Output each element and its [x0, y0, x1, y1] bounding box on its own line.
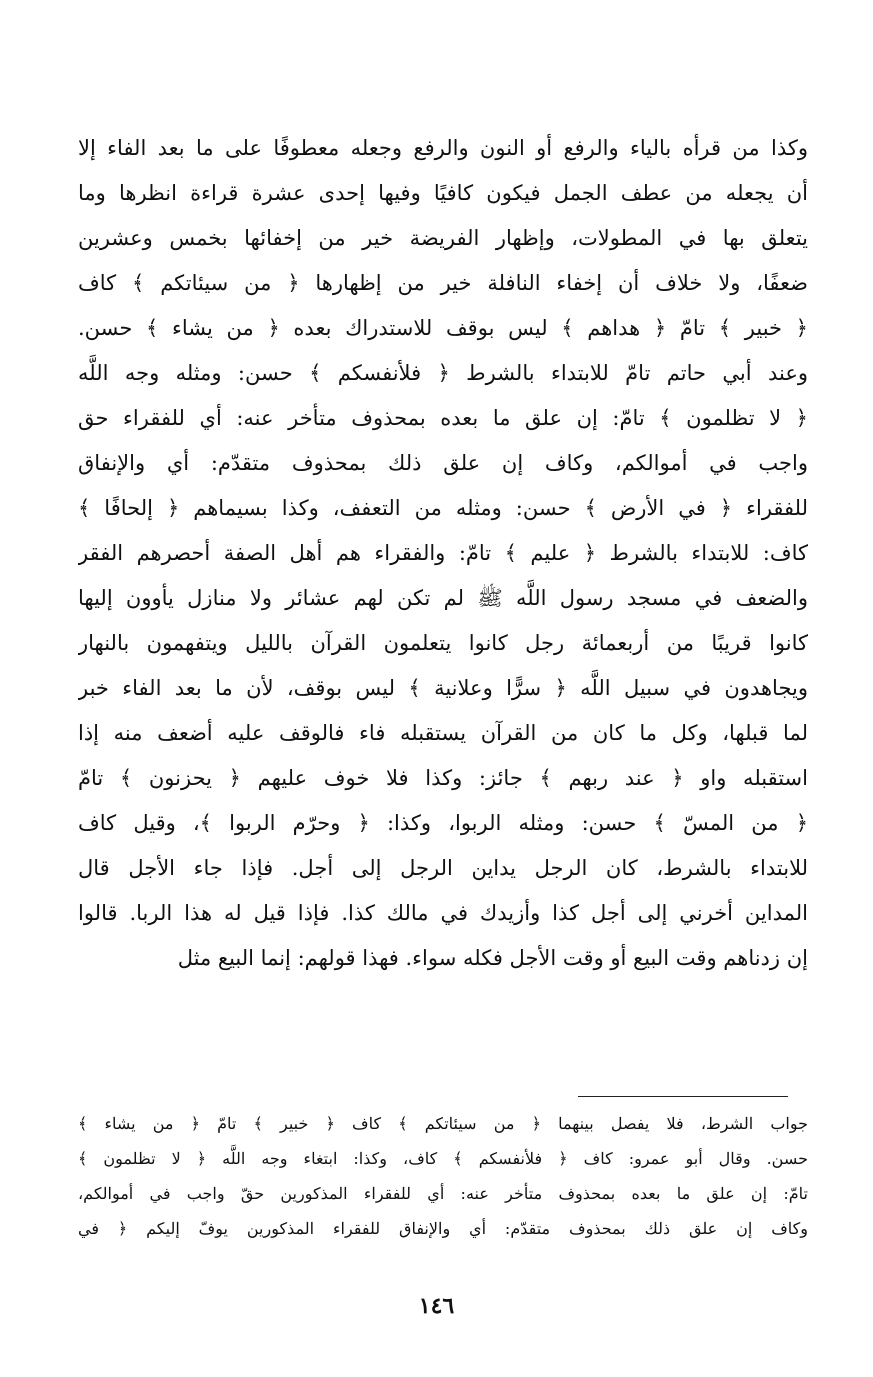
main-text — [78, 126, 808, 981]
footnotes — [78, 1106, 808, 1246]
text-line: واجب في أموالكم، وكاف إن علق ذلك بمحذوف متقدّم: أي والإنفاق — [78, 451, 808, 475]
text-line: ﴿ لا تظلمون ﴾ تامّ: إن علق ما بعده بمحذوف متأخر عنه: أي للفقراء حق — [78, 406, 808, 430]
text-line: وكذا من قرأه بالياء والرفع أو النون والرفع وجعله معطوفًا على ما بعد الفاء إلا — [78, 136, 808, 160]
text-line: لما قبلها، وكل ما كان من القرآن يستقبله فاء فالوقف عليه أضعف منه إذا — [78, 721, 808, 745]
footnote-line: وكاف إن علق ذلك بمحذوف متقدّم: أي والإنفاق للفقراء المذكورين يوفّ إليكم ﴿ في — [78, 1219, 808, 1238]
text-line: أن يجعله من عطف الجمل فيكون كافيًا وفيها إحدى عشرة قراءة انظرها وما — [78, 181, 808, 205]
text-line: والضعف في مسجد رسول اللَّه ﷺ لم تكن لهم عشائر ولا منازل يأوون إليها — [78, 586, 808, 610]
text-line: ويجاهدون في سبيل اللَّه ﴿ سرًّا وعلانية ﴾ ليس بوقف، لأن ما بعد الفاء خبر — [78, 676, 808, 700]
text-line: وعند أبي حاتم تامّ للابتداء بالشرط ﴿ فلأنفسكم ﴾ حسن: ومثله وجه اللَّه — [78, 361, 808, 385]
footnote-line: حسن. وقال أبو عمرو: كاف ﴿ فلأنفسكم ﴾ كاف، وكذا: ابتغاء وجه اللَّه ﴿ لا تظلمون ﴾ — [78, 1149, 808, 1168]
footnote-line: تامّ: إن علق ما بعده بمحذوف متأخر عنه: أي للفقراء المذكورين حقّ واجب في أموالكم، — [78, 1184, 808, 1203]
footnote-separator — [578, 1096, 788, 1097]
page-number: ١٤٦ — [418, 1293, 455, 1319]
text-line: كاف: للابتداء بالشرط ﴿ عليم ﴾ تامّ: والفقراء هم أهل الصفة أحصرهم الفقر — [78, 541, 808, 565]
text-line: ضعفًا، ولا خلاف أن إخفاء النافلة خير من إظهارها ﴿ من سيئاتكم ﴾ كاف — [78, 271, 808, 295]
text-line: استقبله واو ﴿ عند ربهم ﴾ جائز: وكذا فلا خوف عليهم ﴿ يحزنون ﴾ تامّ — [78, 766, 808, 790]
text-line: ﴿ خبير ﴾ تامّ ﴿ هداهم ﴾ ليس بوقف للاستدراك بعده ﴿ من يشاء ﴾ حسن. — [78, 316, 808, 340]
footnote-line: جواب الشرط، فلا يفصل بينهما ﴿ من سيئاتكم ﴾ كاف ﴿ خبير ﴾ تامّ ﴿ من يشاء ﴾ — [78, 1114, 808, 1133]
text-line: إن زدناهم وقت البيع أو وقت الأجل فكله سواء. فهذا قولهم: إنما البيع مثل — [177, 946, 808, 970]
text-line: للفقراء ﴿ في الأرض ﴾ حسن: ومثله من التعفف، وكذا بسيماهم ﴿ إلحافًا ﴾ — [78, 496, 808, 520]
text-line: كانوا قريبًا من أربعمائة رجل كانوا يتعلمون القرآن بالليل ويتفهمون بالنهار — [78, 631, 808, 655]
text-line: للابتداء بالشرط، كان الرجل يداين الرجل إلى أجل. فإذا جاء الأجل قال — [78, 856, 808, 880]
text-line: يتعلق بها في المطولات، وإظهار الفريضة خير من إخفائها بخمس وعشرين — [78, 226, 808, 250]
text-line: ﴿ من المسّ ﴾ حسن: ومثله الربوا، وكذا: ﴿ وحرّم الربوا ﴾، وقيل كاف — [78, 811, 808, 835]
text-line: المداين أخرني إلى أجل كذا وأزيدك في مالك كذا. فإذا قيل له هذا الربا. قالوا — [78, 901, 808, 925]
